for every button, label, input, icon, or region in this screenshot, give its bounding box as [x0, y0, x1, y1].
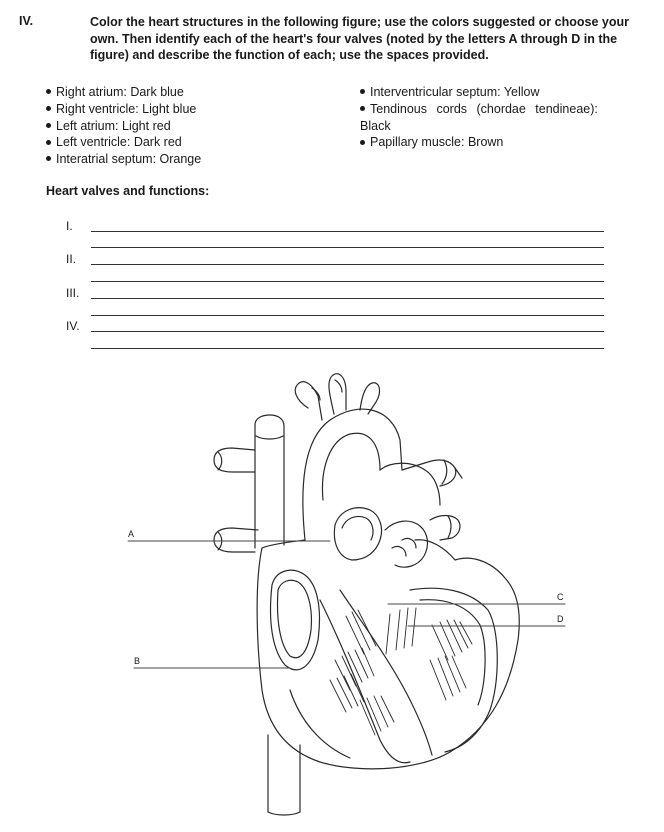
heart-outline — [257, 540, 519, 769]
label-leader-lines — [128, 541, 565, 668]
figure-labels — [128, 529, 564, 666]
valve-item-label: II. — [66, 252, 77, 266]
color-key-item-continued: Black — [360, 118, 391, 133]
ventricles — [290, 588, 497, 763]
superior-vena-cava — [255, 415, 284, 548]
inferior-vena-cava — [268, 735, 300, 815]
pulmonary-trunk — [380, 460, 462, 540]
right-pulmonary-vessels — [214, 448, 258, 552]
figure-label-c: C — [557, 592, 564, 602]
valves-heading: Heart valves and functions: — [46, 184, 210, 198]
question-instructions: Color the heart structures in the following figure; use the colors suggested or choose your own. Then identify each of the heart's four valves (noted by the letters A through D in the figure) and describe the function of each; use the spaces provided. — [90, 15, 629, 62]
color-key-item: Interatrial septum: Orange — [46, 151, 201, 168]
color-key-item: Interventricular septum: Yellow — [360, 84, 618, 101]
question-number: IV. — [19, 14, 34, 28]
right-atrium — [271, 570, 320, 670]
color-key-item: Tendinous cords (chordae tendineae): — [360, 101, 618, 118]
figure-label-a: A — [128, 529, 135, 539]
color-key-item: Right ventricle: Light blue — [46, 101, 201, 118]
left-atrium — [334, 508, 427, 567]
valve-item-label: III. — [66, 286, 80, 300]
color-key-item: Right atrium: Dark blue — [46, 84, 201, 101]
valve-item-label: IV. — [66, 319, 80, 333]
papillary-muscles — [330, 608, 472, 735]
aortic-arch — [295, 374, 402, 540]
color-key-item: Papillary muscle: Brown — [360, 134, 618, 151]
figure-label-d: D — [557, 614, 564, 624]
figure-label-b: B — [134, 656, 141, 666]
color-key-item: Left ventricle: Dark red — [46, 134, 201, 151]
valve-item-label: I. — [66, 219, 73, 233]
color-key-item: Left atrium: Light red — [46, 118, 201, 135]
